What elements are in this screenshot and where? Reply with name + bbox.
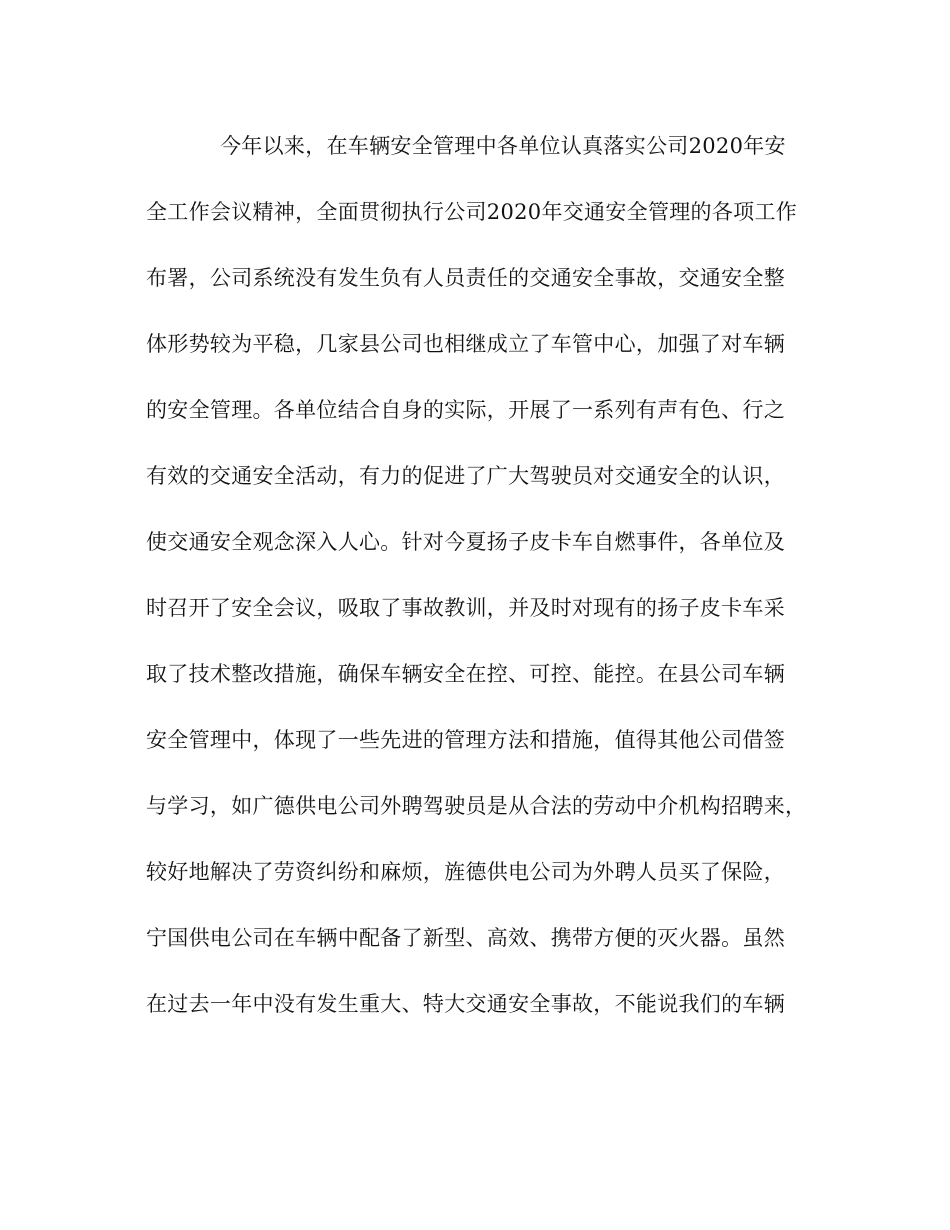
paragraph-line-9: 取了技术整改措施，确保车辆安全在控、可控、能控。在县公司车辆 [146,662,785,686]
paragraph-line-8: 时召开了安全会议，吸取了事故教训，并及时对现有的扬子皮卡车采 [146,596,785,620]
paragraph-line-5: 的安全管理。各单位结合自身的实际，开展了一系列有声有色、行之 [146,398,785,422]
paragraph-line-14: 在过去一年中没有发生重大、特大交通安全事故，不能说我们的车辆 [146,992,785,1016]
paragraph-line-1: 今年以来，在车辆安全管理中各单位认真落实公司2020年安 [220,134,786,158]
paragraph-line-7: 使交通安全观念深入人心。针对今夏扬子皮卡车自燃事件，各单位及 [146,530,785,554]
document-body [146,126,806,1050]
paragraph-line-11: 与学习，如广德供电公司外聘驾驶员是从合法的劳动中介机构招聘来， [146,794,807,818]
paragraph-line-12: 较好地解决了劳资纠纷和麻烦，旌德供电公司为外聘人员买了保险， [146,860,785,884]
paragraph-line-6: 有效的交通安全活动，有力的促进了广大驾驶员对交通安全的认识， [146,464,785,488]
paragraph-line-10: 安全管理中，体现了一些先进的管理方法和措施，值得其他公司借签 [146,728,785,752]
paragraph-line-13: 宁国供电公司在车辆中配备了新型、高效、携带方便的灭火器。虽然 [146,926,785,950]
paragraph-line-4: 体形势较为平稳，几家县公司也相继成立了车管中心，加强了对车辆 [146,332,785,356]
paragraph-line-2: 全工作会议精神，全面贯彻执行公司2020年交通安全管理的各项工作 [146,200,798,224]
paragraph-line-3: 布署，公司系统没有发生负有人员责任的交通安全事故，交通安全整 [146,266,785,290]
